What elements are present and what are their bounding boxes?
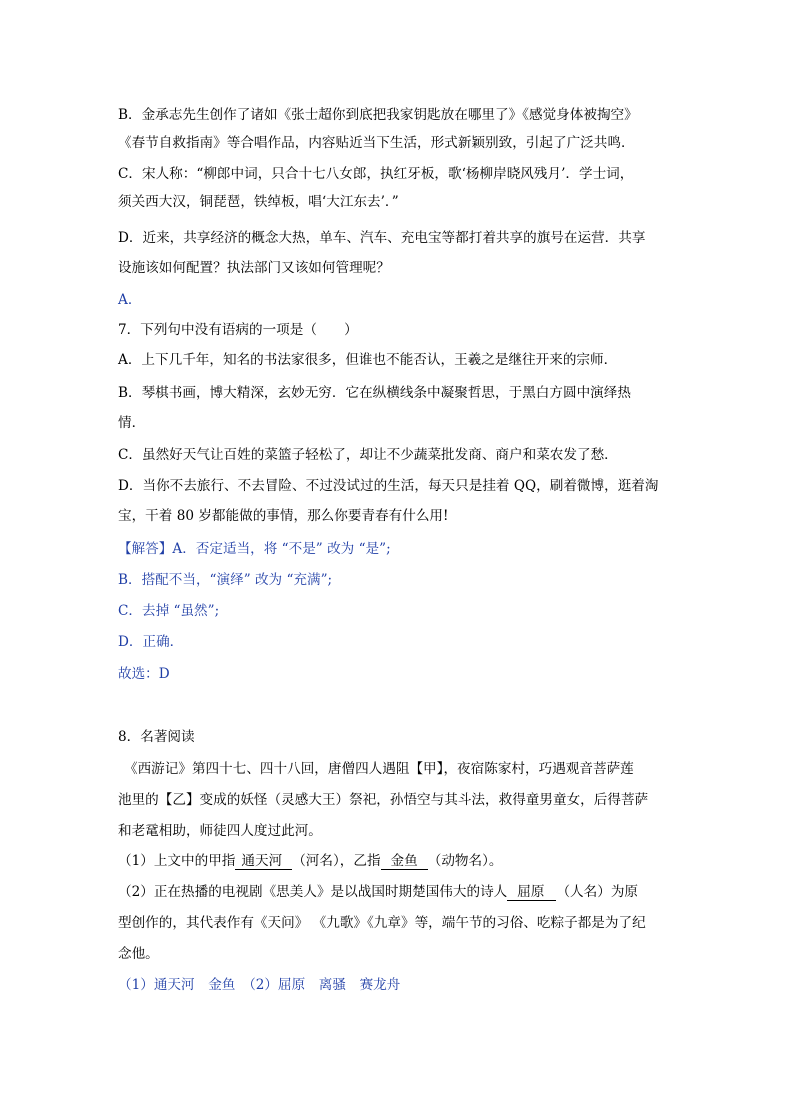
solution-text-a: A．否定适当，将 “不是” 改为 “是”;: [172, 541, 391, 557]
q8-title: 8．名著阅读: [118, 729, 195, 745]
q8-sub1-blank-river: 通天河: [235, 854, 292, 870]
q8-sub2-line1: [118, 882, 638, 902]
q8-sub1-prefix: （1）上文中的甲指: [118, 853, 236, 869]
q8-passage-line1: 《西游记》第四十七、四十八回，唐僧四人遇阻【甲】，夜宿陈家村，巧遇观音菩萨莲: [124, 761, 634, 777]
q7-stem: 7．下列句中没有语病的一项是（ ）: [118, 322, 358, 338]
q8-sub1-blank-animal: 金鱼: [381, 854, 428, 870]
q6-option-b-line1: B．金承志先生创作了诸如《张士超你到底把我家钥匙放在哪里了》《感觉身体被掏空》: [118, 107, 638, 123]
q7-option-b-line1: B．琴棋书画，博大精深，玄妙无穷．它在纵横线条中凝聚哲思，于黑白方圆中演绎热: [118, 385, 631, 401]
q8-sub2-blank-poet: 屈原: [507, 885, 556, 901]
q6-option-c-line1: C．宋人称：“柳郎中词，只合十七八女郎，执红牙板，歌‘杨柳岸晓风残月’．学士词，: [118, 166, 634, 182]
q8-sub1: [118, 851, 503, 871]
q7-solution-c: C．去掉 “虽然”;: [118, 603, 220, 619]
q8-sub2-suffix: （人名）为原: [556, 884, 639, 900]
solution-heading: 【解答】: [118, 541, 173, 557]
q8-sub2-line2: 型创作的，其代表作有《天问》 《九歌》《九章》等，端午节的习俗、吃粽子都是为了纪: [118, 915, 646, 931]
q8-sub2-prefix: （2）正在热播的电视剧《思美人》是以战国时期楚国伟大的诗人: [118, 884, 508, 900]
q7-option-d-line1: D．当你不去旅行、不去冒险、不过没试过的生活，每天只是挂着 QQ，刷着微博，逛着淘: [118, 478, 659, 494]
q8-answer: （1）通天河 金鱼 （2）屈原 离骚 赛龙舟: [118, 977, 401, 993]
q8-sub1-suffix: （动物名）。: [427, 853, 503, 869]
q6-answer: A．: [118, 292, 142, 308]
q7-solution-d: D．正确．: [118, 634, 184, 650]
q7-option-b-line2: 情．: [118, 415, 146, 431]
q6-option-d-line2: 设施该如何配置？执法部门又该如何管理呢？: [118, 260, 390, 276]
q8-passage-line2: 池里的【乙】变成的妖怪（灵感大王）祭祀，孙悟空与其斗法，救得童男童女，后得菩萨: [118, 792, 649, 808]
q6-option-c-line2: 须关西大汉，铜琵琶，铁绰板，唱‘大江东去’．”: [118, 194, 399, 210]
q8-passage-line3: 和老鼋相助，师徒四人度过此河。: [118, 823, 322, 839]
q7-solution-a: [118, 539, 391, 559]
q7-option-d-line2: 宝，干着 80 岁都能做的事情，那么你要青春有什么用!: [118, 508, 449, 524]
q7-choice: 故选：D: [118, 666, 170, 682]
q7-solution-b: B．搭配不当，“演绎” 改为 “充满”;: [118, 572, 333, 588]
q7-option-a: A．上下几千年，知名的书法家很多，但谁也不能否认，王羲之是继往开来的宗师．: [118, 352, 618, 368]
q8-sub1-middle: （河名），乙指: [292, 853, 381, 869]
q6-option-d-line1: D．近来，共享经济的概念大热，单车、汽车、充电宝等都打着共享的旗号在运营．共享: [118, 230, 646, 246]
q7-option-c: C．虽然好天气让百姓的菜篮子轻松了，却让不少蔬菜批发商、商户和菜农发了愁．: [118, 447, 618, 463]
q8-sub2-line3: 念他。: [118, 946, 159, 962]
q6-option-b-line2: 《春节自救指南》等合唱作品，内容贴近当下生活，形式新颖别致，引起了广泛共鸣．: [118, 135, 635, 151]
